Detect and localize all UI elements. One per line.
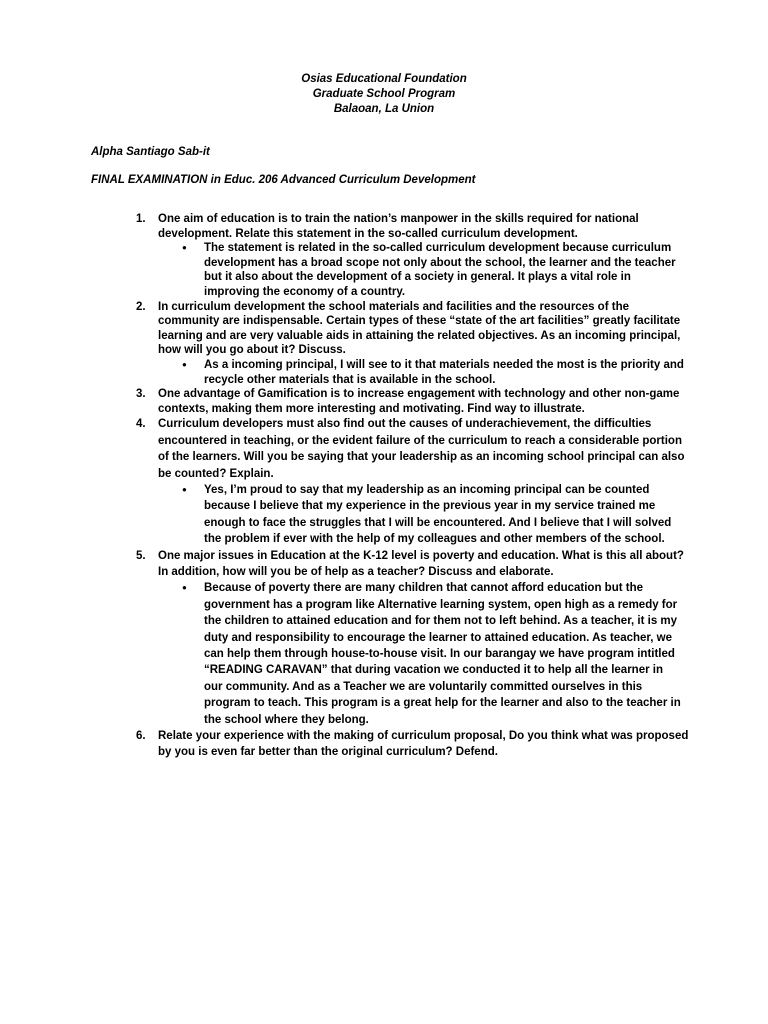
question-number: 1. <box>136 213 146 225</box>
question-number: 6. <box>136 730 146 743</box>
question-text: Curriculum developers must also find out the causes of underachievement, the difficulties encountered in teaching, or the evident failure of the curriculum to reach a considerable portion of the learners. Will you be saying that your leadership as an incoming school principal can also be counted? Explain. <box>158 418 685 480</box>
answer-text: As a incoming principal, I will see to it that materials needed the most is the priority and recycle other materials that is available in the school. <box>204 358 684 386</box>
answer-item <box>182 358 684 387</box>
question-text: Relate your experience with the making of curriculum proposal, Do you think what was proposed by you is even far better than the original curriculum? Defend. <box>158 730 689 759</box>
bullet-icon: ● <box>182 484 187 494</box>
answer-item <box>182 580 684 728</box>
header-institution: Osias Educational Foundation <box>301 73 467 85</box>
answer-item <box>182 241 684 299</box>
question-number: 4. <box>136 418 146 431</box>
question-text: One major issues in Education at the K-12 level is poverty and education. What is this all about? In addition, how will you be of help as a teacher? Discuss and elaborate. <box>158 549 684 578</box>
answer-text: Yes, I’m proud to say that my leadership as an incoming principal can be counted because I believe that my experience in the previous year in my service trained me enough to face the struggles that I will be encountered. And I believe that I will solved the problem if ever with the help of my colleagues and other members of the school. <box>204 483 672 546</box>
question-item-2 <box>0 300 690 388</box>
bullet-icon: ● <box>182 583 187 593</box>
answer-text: Because of poverty there are many children that cannot afford education but the government has a program like Alternative learning system, open high as a remedy for the children to attained education and for them not to left behind. As a teacher, it is my duty and responsibility to encourage the learner to attained education. As teacher, we can help them through house-to-house visit. In our barangay we have program intitled “READING CARAVAN” that during vacation we conducted it to help all the learner in our community. And as a Teacher we are voluntarily committed ourselves in this program to teach. This program is a great help for the learner and also to the teacher in the school where they belong. <box>204 582 681 726</box>
question-list <box>0 212 768 761</box>
question-text: In curriculum development the school materials and facilities and the resources of the community are indispensable. Certain types of these “state of the art facilities” greatly facilitate learning and are very valuable aids in attaining the related objectives. As an incoming principal, how will you go about it? Discuss. <box>158 300 681 357</box>
question-text: One aim of education is to train the nation’s manpower in the skills required for national development. Relate this statement in the so-called curriculum development. <box>158 213 639 240</box>
answer-text: The statement is related in the so-called curriculum development because curriculum development has a broad scope not only about the school, the learner and the teacher but it also about the development of a society in general. It plays a vital role in improving the economy of a country. <box>204 242 676 298</box>
question-text: One advantage of Gamification is to increase engagement with technology and other non-game contexts, making them more interesting and motivating. Find way to illustrate. <box>158 388 680 415</box>
bullet-icon: ● <box>182 243 187 253</box>
question-number: 2. <box>136 300 146 313</box>
header-program: Graduate School Program <box>312 88 456 100</box>
question-item-5 <box>0 548 690 728</box>
exam-title: FINAL EXAMINATION in Educ. 206 Advanced Curriculum Development <box>91 174 476 186</box>
document-header <box>0 72 768 117</box>
question-number: 5. <box>136 549 146 562</box>
student-name: Alpha Santiago Sab-it <box>91 146 210 158</box>
question-item-4 <box>0 416 690 547</box>
question-item-3 <box>0 387 690 416</box>
header-location: Balaoan, La Union <box>333 103 435 115</box>
question-item-1 <box>0 212 690 300</box>
answer-item <box>182 482 684 548</box>
question-number: 3. <box>136 388 146 401</box>
bullet-icon: ● <box>182 359 187 369</box>
question-item-6 <box>0 728 690 761</box>
